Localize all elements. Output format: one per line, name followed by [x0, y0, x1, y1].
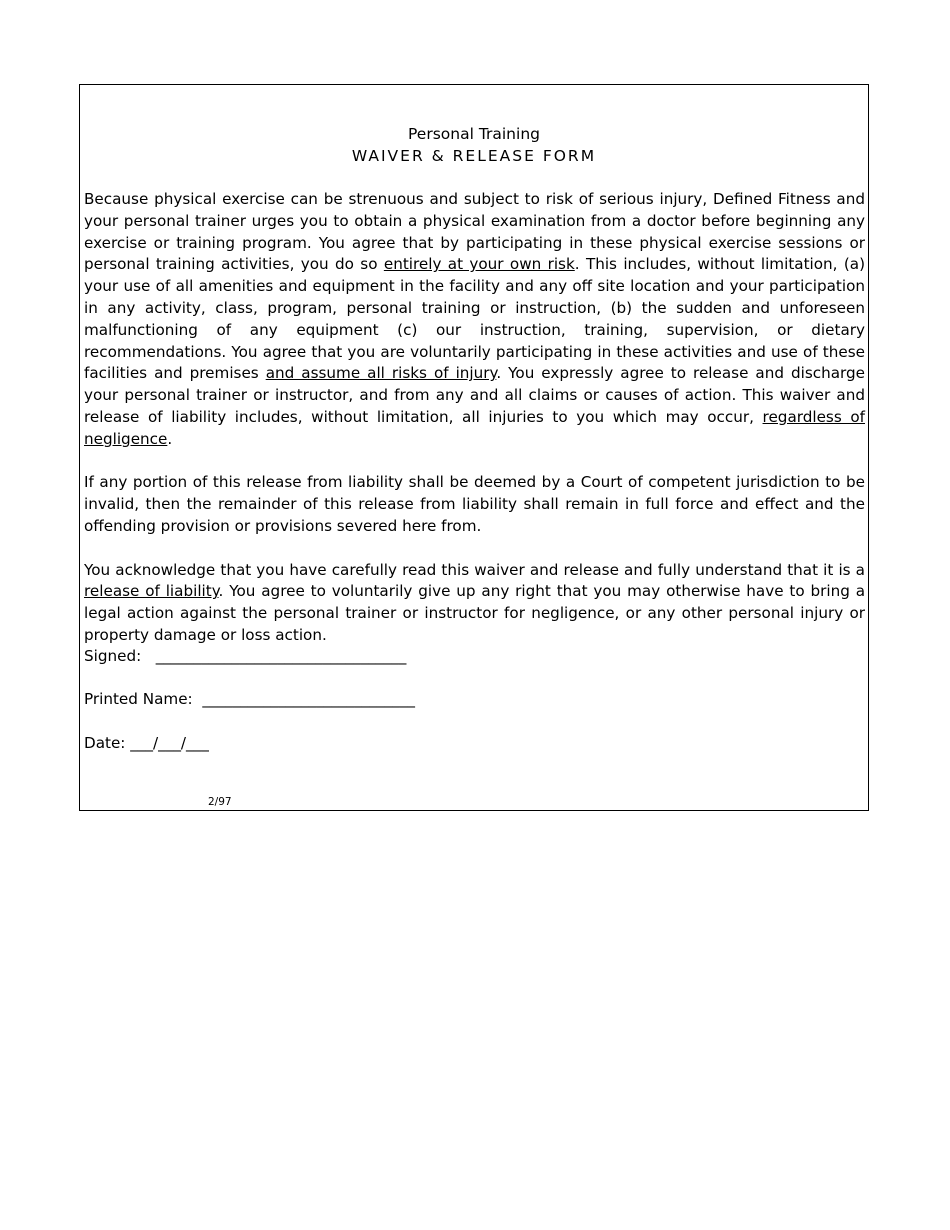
date-field[interactable]: Date: ___/___/___ [84, 734, 209, 752]
negligence-emphasis: regardless of negligence [84, 407, 865, 448]
release-emphasis: release of liability [84, 582, 219, 601]
risk-paragraph [84, 189, 865, 451]
waiver-body [84, 189, 865, 669]
waiver-form [79, 84, 869, 811]
risk-text-2: . This includes, without limitation, (a) your use of all amenities and equipment in the facility and any off site location and your participation in any activity, class, program, personal training or instruction, (b) the sudden and unforeseen malfunctioning of any equipment (c) our instruction, training, supervision, or dietary recommendations. You agree that you are voluntarily participating in these activities and use of these facilities and premises [84, 255, 866, 383]
risk-text-1: Because physical exercise can be strenuous and subject to risk of serious injury, Defined Fitness and your personal trainer urges you to obtain a physical examination from a doctor before beginning any exercise or training program. You agree that by participating in these physical exercise sessions or personal training activities, you do so [84, 190, 865, 274]
risk-text-3: . You expressly agree to release and discharge your personal trainer or instructor, and from any and all claims or causes of action. This waiver and release of liability includes, without limitation, all injuries to you which may occur, [84, 364, 865, 426]
ack-text-2: . You agree to voluntarily give up any right that you may otherwise have to bring a legal action against the personal trainer or instructor for negligence, or any other personal injury or property damage or loss action. [84, 582, 866, 644]
form-subtitle: Personal Training [408, 125, 540, 143]
risk-text-4: . [167, 429, 173, 448]
revision-code: 2/97 [208, 796, 232, 808]
ack-text-1: You acknowledge that you have carefully read this waiver and release and fully understand that it is a [84, 560, 865, 579]
signature-field[interactable]: Signed: _________________________________ [84, 647, 407, 665]
form-header [80, 123, 868, 167]
form-title: WAIVER & RELEASE FORM [351, 147, 597, 165]
printed-name-field[interactable]: Printed Name: ____________________________ [84, 690, 415, 708]
assume-risk-emphasis: and assume all risks of injury [265, 364, 497, 383]
own-risk-emphasis: entirely at your own risk [383, 255, 575, 274]
acknowledgement-paragraph [84, 560, 865, 647]
severability-paragraph: If any portion of this release from liability shall be deemed by a Court of competent jurisdiction to be invalid, then the remainder of this release from liability shall remain in full force and effect and the offending provision or provisions severed here from. [84, 473, 865, 535]
